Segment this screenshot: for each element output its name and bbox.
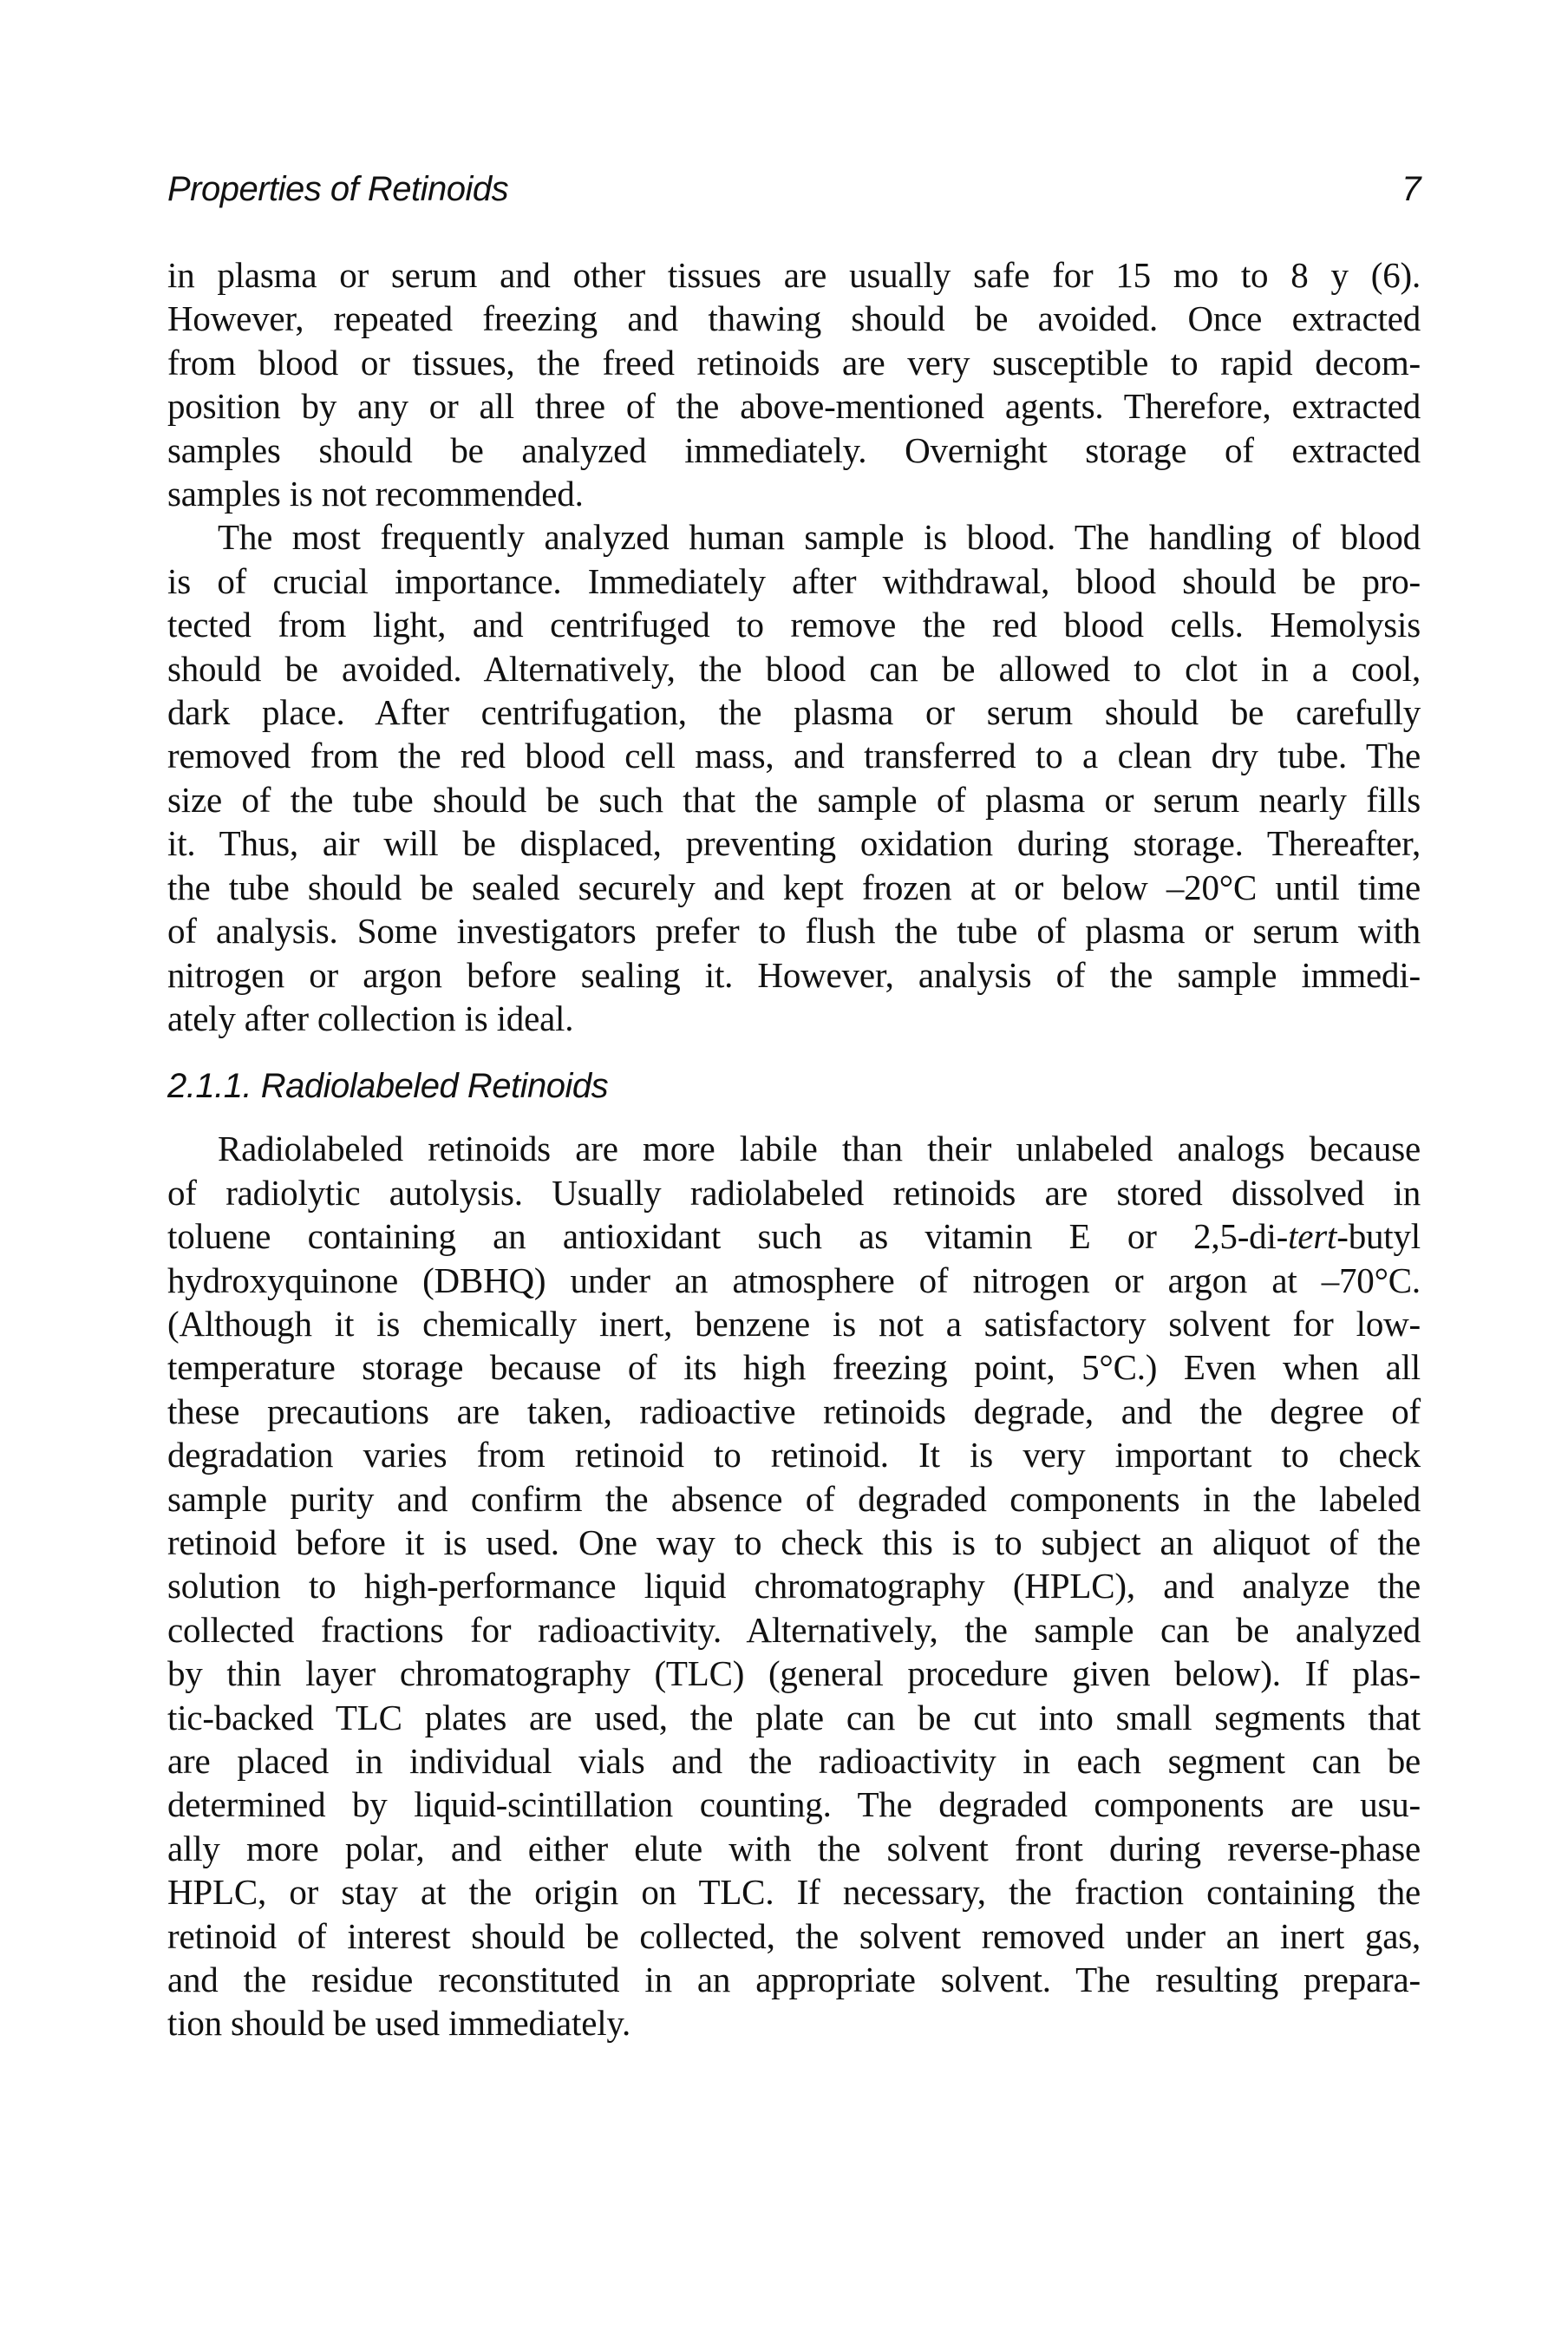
text-line: tion should be used immediately. xyxy=(167,2003,631,2044)
text-line: (Although it is chemically inert, benzene is not a satisfactory solvent for low- xyxy=(167,1303,1421,1344)
text-line: degradation varies from retinoid to retinoid. It is very important to check xyxy=(167,1435,1421,1475)
text-line-mixed xyxy=(167,1214,1421,1258)
text-line: The most frequently analyzed human sample is blood. The handling of blood xyxy=(218,517,1421,558)
text-line: size of the tube should be such that the sample of plasma or serum nearly fills xyxy=(167,779,1421,820)
text-line: should be avoided. Alternatively, the blood can be allowed to clot in a cool, xyxy=(167,648,1421,689)
section-heading: 2.1.1. Radiolabeled Retinoids xyxy=(167,1067,609,1106)
text-line: retinoid of interest should be collected, the solvent removed under an inert gas, xyxy=(167,1915,1421,1956)
text-line: ally more polar, and either elute with the solvent front during reverse-phase xyxy=(167,1828,1421,1868)
text-line: is of crucial importance. Immediately after withdrawal, blood should be pro- xyxy=(167,560,1421,601)
text-line: determined by liquid-scintillation counting. The degraded components are usu- xyxy=(167,1784,1421,1825)
text-line: removed from the red blood cell mass, and transferred to a clean dry tube. The xyxy=(167,736,1421,776)
text-line: of analysis. Some investigators prefer to flush the tube of plasma or serum with xyxy=(167,911,1421,952)
text-line: solution to high-performance liquid chromatography (HPLC), and analyze the xyxy=(167,1566,1421,1606)
text-line: Radiolabeled retinoids are more labile than their unlabeled analogs because xyxy=(218,1129,1421,1169)
text-line: and the residue reconstituted in an appropriate solvent. The resulting prepara- xyxy=(167,1960,1421,2000)
text-line: tic-backed TLC plates are used, the plate can be cut into small segments that xyxy=(167,1697,1421,1737)
text-line: the tube should be sealed securely and kept frozen at or below –20°C until time xyxy=(167,867,1421,907)
text-line: However, repeated freezing and thawing should be avoided. Once extracted xyxy=(167,298,1421,339)
text-line: samples should be analyzed immediately. Overnight storage of extracted xyxy=(167,429,1421,470)
paragraph-2 xyxy=(167,515,1421,1040)
running-head xyxy=(167,170,1421,219)
text-line: it. Thus, air will be displaced, preventing oxidation during storage. Thereafter, xyxy=(167,823,1421,864)
text-line: hydroxyquinone (DBHQ) under an atmosphere of nitrogen or argon at –70°C. xyxy=(167,1260,1421,1300)
text-line: are placed in individual vials and the radioactivity in each segment can be xyxy=(167,1741,1421,1781)
text-line: sample purity and confirm the absence of degraded components in the labeled xyxy=(167,1478,1421,1519)
text-line: by thin layer chromatography (TLC) (general procedure given below). If plas- xyxy=(167,1653,1421,1694)
text-line: tected from light, and centrifuged to remove the red blood cells. Hemolysis xyxy=(167,605,1421,645)
text-line: in plasma or serum and other tissues are usually safe for 15 mo to 8 y (6). xyxy=(167,255,1421,295)
text-line: position by any or all three of the above-mentioned agents. Therefore, extracted xyxy=(167,386,1421,427)
text-segment: -butyl xyxy=(1336,1216,1421,1257)
text-line: ately after collection is ideal. xyxy=(167,998,574,1038)
text-line: samples is not recommended. xyxy=(167,474,584,514)
text-line: nitrogen or argon before sealing it. However, analysis of the sample immedi- xyxy=(167,954,1421,995)
text-line: from blood or tissues, the freed retinoids are very susceptible to rapid decom- xyxy=(167,342,1421,383)
text-line: collected fractions for radioactivity. Alternatively, the sample can be analyzed xyxy=(167,1609,1421,1650)
running-head-title: Properties of Retinoids xyxy=(167,170,509,208)
italic-term: tert xyxy=(1288,1216,1337,1257)
text-line: these precautions are taken, radioactive retinoids degrade, and the degree of xyxy=(167,1390,1421,1431)
paragraph-3 xyxy=(167,1127,1421,2045)
book-page xyxy=(167,170,1421,2045)
paragraph-1 xyxy=(167,253,1421,515)
text-line: retinoid before it is used. One way to check this is to subject an aliquot of the xyxy=(167,1521,1421,1562)
body-text xyxy=(167,253,1421,2045)
text-line: HPLC, or stay at the origin on TLC. If necessary, the fraction containing the xyxy=(167,1872,1421,1913)
text-line: of radiolytic autolysis. Usually radiolabeled retinoids are stored dissolved in xyxy=(167,1172,1421,1213)
text-line: temperature storage because of its high freezing point, 5°C.) Even when all xyxy=(167,1347,1421,1388)
text-line: dark place. After centrifugation, the plasma or serum should be carefully xyxy=(167,692,1421,733)
page-number: 7 xyxy=(1401,170,1421,208)
text-segment: toluene containing an antioxidant such as vitamin E or 2,5-di- xyxy=(167,1216,1289,1257)
